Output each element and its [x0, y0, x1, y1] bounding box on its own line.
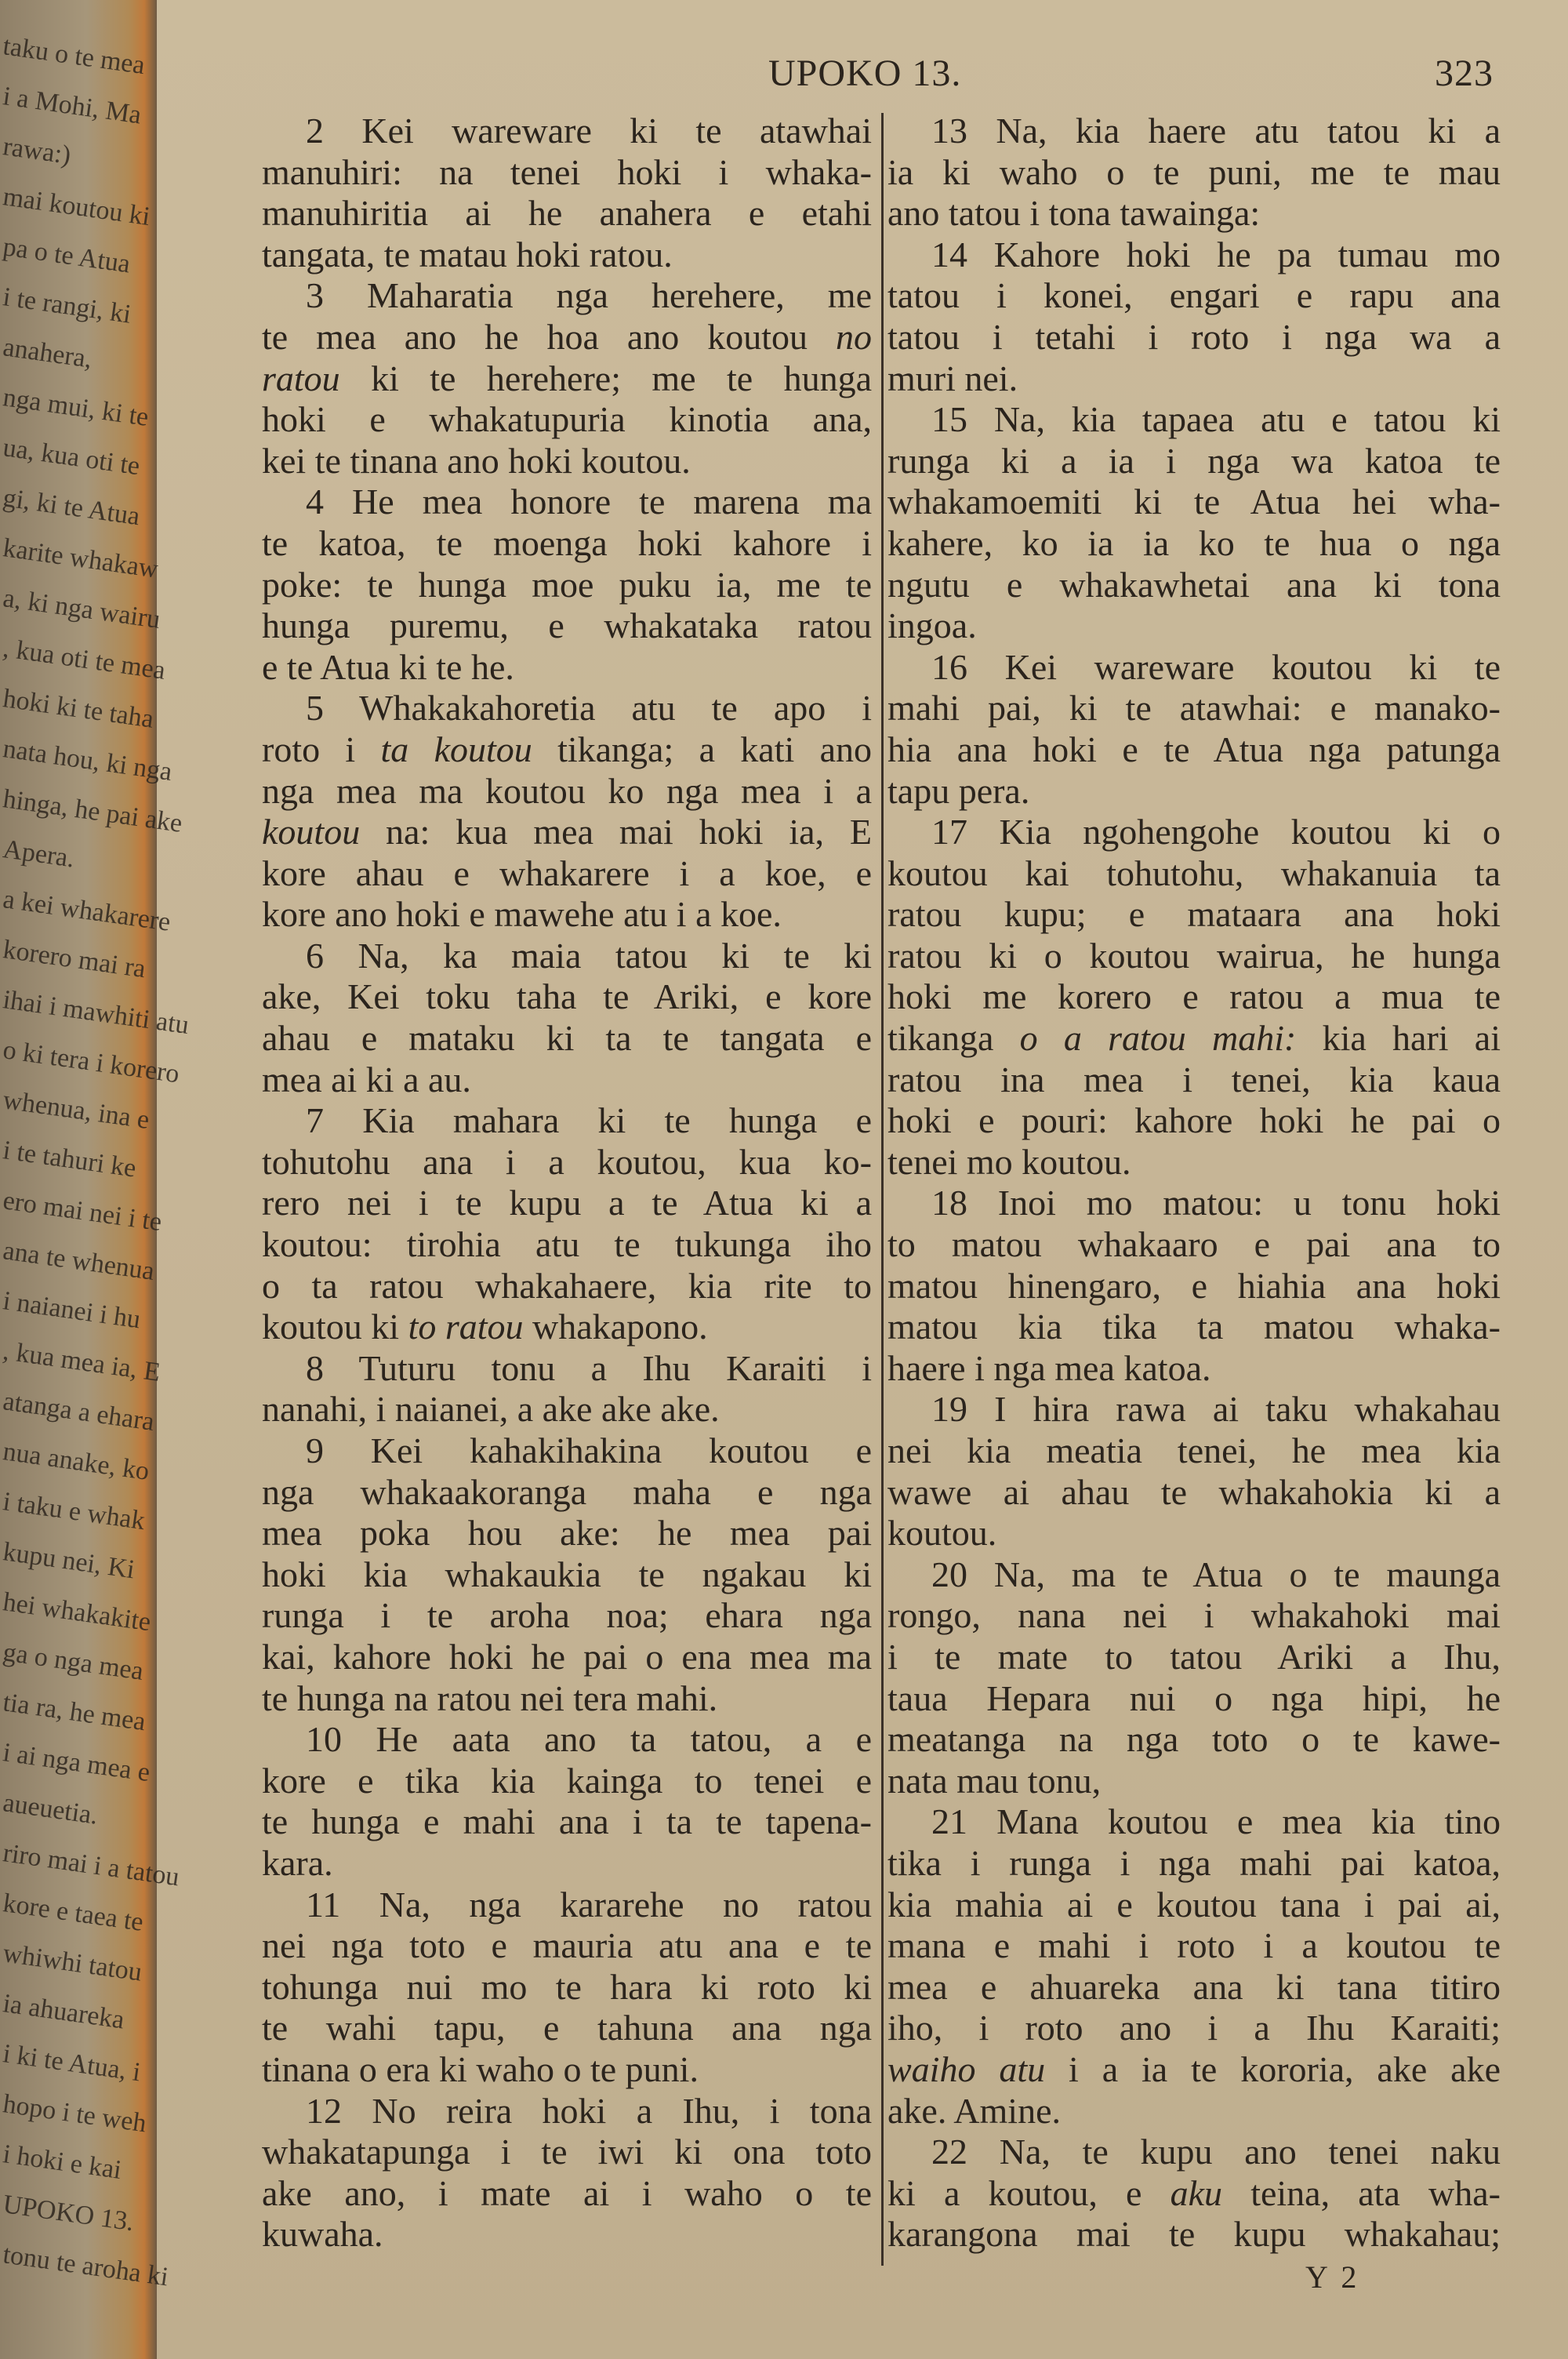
text-line: i te mate to tatou Ariki a Ihu, [887, 1636, 1501, 1677]
text-line: haere i nga mea katoa. [887, 1347, 1211, 1388]
text-line: mahi pai, ki te atawhai: e manako- [887, 688, 1501, 729]
text-line: 20 Na, ma te Atua o te maunga [931, 1554, 1501, 1594]
facing-page-fragment: nua anake, ko [1, 1437, 151, 1486]
text-line: te hunga e mahi ana i ta te tapena- [262, 1801, 872, 1842]
facing-page-fragment: i te rangi, ki [1, 282, 133, 329]
facing-page-fragment: ia ahuareka [1, 1989, 126, 2035]
verse [887, 1554, 1501, 1802]
facing-page-fragment: i naianei i hu [1, 1286, 143, 1335]
facing-page-fragment: anahera, [1, 333, 94, 374]
page-number: 323 [1435, 53, 1494, 94]
facing-page-fragment: ua, kua oti te [1, 433, 142, 482]
text-line: ake ano, i mate ai i waho o te [262, 2172, 872, 2213]
text-line: kore e tika kia kainga to tenei e [262, 1760, 872, 1801]
text-line: ratou kupu; e mataara ana hoki [887, 894, 1501, 935]
column-divider [881, 113, 884, 2266]
verse [262, 936, 872, 1100]
italic-text: waiho atu [887, 2048, 1046, 2089]
text-line: mea poka hou ake: he mea pai [262, 1513, 872, 1554]
text-line: 13 Na, kia haere atu tatou ki a [931, 111, 1501, 151]
text-line: meatanga na nga toto o te kawe- [887, 1719, 1501, 1760]
facing-page-fragment: , kua oti te mea [1, 634, 168, 685]
text-line: 6 Na, ka maia tatou ki te ki [306, 935, 872, 976]
text-line: koutou. [887, 1513, 997, 1554]
facing-page-fragment: rawa:) [1, 132, 73, 170]
facing-page-fragment: ihai i mawhiti atu [1, 985, 191, 1041]
verse [262, 2091, 872, 2255]
text-line: 16 Kei wareware koutou ki te [931, 646, 1501, 687]
text-line: 3 Maharatia nga herehere, me [306, 275, 872, 316]
text-line: kahere, ko ia ia ko te hua o nga [887, 522, 1501, 563]
running-head: UPOKO 13. [768, 53, 962, 94]
text-line: hoki kia whakaukia te ngakau ki [262, 1554, 872, 1594]
facing-page-fragment: karite whakaw [1, 533, 160, 584]
facing-page-fragment: hei whakakite [1, 1587, 153, 1637]
text-line: 22 Na, te kupu ano tenei naku [931, 2132, 1501, 2172]
text-line: ratou ina mea i tenei, kia kaua [887, 1059, 1501, 1100]
facing-page-fragment: pa o te Atua [1, 232, 132, 279]
verse [887, 111, 1501, 234]
verse [262, 111, 872, 275]
text-line: wawe ai ahau te whakahokia ki a [887, 1471, 1501, 1512]
text-line: nga whakaakoranga maha e nga [262, 1471, 872, 1512]
text-line: 14 Kahore hoki he pa tumau mo [931, 234, 1501, 274]
text-line: hoki e whakatupuria kinotia ana, [262, 399, 872, 440]
facing-page-fragment: nga mui, ki te [1, 383, 151, 432]
italic-text: koutou [262, 812, 361, 852]
facing-page-fragment: , kua mea ia, E [1, 1336, 162, 1387]
facing-page-fragment: riro mai i a tatou [1, 1838, 182, 1892]
facing-page-fragment: i ki te Atua, i [1, 2039, 143, 2088]
facing-page-fragment: hinga, he pai ake [1, 784, 184, 838]
text-line: whakamoemiti ki te Atua hei wha- [887, 482, 1501, 522]
italic-text: ratou [262, 358, 340, 398]
facing-page-fragment: i taku e whak [1, 1487, 147, 1536]
facing-page-fragment: i te tahuri ke [1, 1136, 138, 1183]
text-line: 5 Whakakahoretia atu te apo i [306, 688, 872, 729]
facing-page-fragment: UPOKO 13. [1, 2190, 136, 2237]
text-line: ake, Kei toku taha te Ariki, e kore [262, 976, 872, 1017]
signature-mark: Y 2 [1305, 2259, 1360, 2295]
text-line: koutou ki to ratou whakapono. [262, 1307, 708, 1347]
text-line: te hunga na ratou nei tera mahi. [262, 1677, 718, 1718]
facing-page-fragment: a, ki nga wairu [1, 583, 162, 634]
text-line: rongo, nana nei i whakahoki mai [887, 1595, 1501, 1636]
facing-page-fragment: o ki tera i korero [1, 1035, 182, 1089]
text-line: tikanga o a ratou mahi: kia hari ai [887, 1018, 1501, 1059]
text-line: 17 Kia ngohengohe koutou ki o [931, 812, 1501, 852]
text-column-left [262, 111, 872, 2255]
text-line: 2 Kei wareware ki te atawhai [306, 111, 872, 151]
text-line: 7 Kia mahara ki te hunga e [306, 1100, 872, 1141]
text-line: tohunga nui mo te hara ki roto ki [262, 1966, 872, 2007]
text-line: 11 Na, nga kararehe no ratou [306, 1884, 872, 1925]
facing-page-fragment: a kei whakarere [1, 885, 172, 937]
facing-page-fragment: ero mai nei i te [1, 1186, 164, 1238]
facing-page-fragment: hoki ki te taha [1, 684, 156, 734]
facing-page-fragment: tia ra, he mea [1, 1688, 147, 1737]
facing-page-fragment: mai koutou ki [1, 182, 152, 232]
verse [262, 1100, 872, 1348]
facing-page-fragment: whiwhi tatou [1, 1939, 144, 1987]
text-line: kei te tinana ano hoki koutou. [262, 440, 691, 481]
text-line: nanahi, i naianei, a ake ake ake. [262, 1389, 720, 1430]
text-line: koutou: tirohia atu te tukunga iho [262, 1224, 872, 1265]
text-line: tapu pera. [887, 770, 1030, 811]
text-line: kai, kahore hoki he pai o ena mea ma [262, 1636, 872, 1677]
text-line: ki a koutou, e aku teina, ata wha- [887, 2172, 1501, 2213]
text-line: 10 He aata ano ta tatou, a e [306, 1719, 872, 1760]
verse [262, 482, 872, 688]
text-line: te wahi tapu, e tahuna ana nga [262, 2008, 872, 2048]
verse [262, 1348, 872, 1430]
facing-page-fragment: atanga a ehara [1, 1387, 157, 1437]
text-line: 18 Inoi mo matou: u tonu hoki [931, 1183, 1501, 1223]
facing-page-fragment: taku o te mea [1, 31, 147, 81]
text-line: tohutohu ana i a koutou, kua ko- [262, 1141, 872, 1182]
text-line: hoki me korero e ratou a mua te [887, 976, 1501, 1017]
text-line: nga mea ma koutou ko nga mea i a [262, 770, 872, 811]
text-line: koutou na: kua mea mai hoki ia, E [262, 812, 872, 852]
italic-text: ta koutou [380, 729, 532, 769]
text-line: rero nei i te kupu a te Atua ki a [262, 1183, 872, 1223]
text-line: waiho atu i a ia te kororia, ake ake [887, 2048, 1501, 2089]
text-line: poke: te hunga moe puku ia, me te [262, 564, 872, 605]
text-line: e te Atua ki te he. [262, 646, 514, 687]
text-line: 21 Mana koutou e mea kia tino [931, 1801, 1501, 1842]
text-line: mana e mahi i roto i a koutou te [887, 1925, 1501, 1966]
verse [262, 1885, 872, 2091]
verse [262, 275, 872, 482]
text-line: ingoa. [887, 605, 977, 646]
text-line: to matou whakaaro e pai ana to [887, 1224, 1501, 1265]
italic-text: aku [1170, 2172, 1223, 2213]
facing-page-fragment: kore e taea te [1, 1888, 146, 1937]
text-line: kuwaha. [262, 2214, 383, 2255]
verse [887, 1183, 1501, 1389]
facing-page-fragment: i ai nga mea e [1, 1738, 152, 1788]
text-line: mea e ahuareka ana ki tana titiro [887, 1966, 1501, 2007]
text-line: ahau e mataku ki ta te tangata e [262, 1018, 872, 1059]
text-line: 4 He mea honore te marena ma [306, 482, 872, 522]
facing-page-fragment: Apera. [1, 834, 77, 874]
text-line: koutou kai tohutohu, whakanuia ta [887, 852, 1501, 893]
text-line: kia mahia ai e koutou tana i pai ai, [887, 1884, 1501, 1925]
verse [262, 1430, 872, 1719]
facing-page-fragment: i hoki e kai [1, 2139, 124, 2185]
text-line: runga ki a ia i nga wa katoa te [887, 440, 1501, 481]
text-line: tatou i tetahi i roto i nga wa a [887, 316, 1501, 357]
facing-page-fragment: tonu te aroha ki [1, 2240, 171, 2292]
facing-page-fragment: ga o nga mea [1, 1637, 146, 1686]
italic-text: no [836, 316, 872, 357]
facing-page-fragment: aueuetia. [1, 1788, 100, 1830]
facing-page-fragment: nata hou, ki nga [1, 734, 174, 787]
text-line: kore ahau e whakarere i a koe, e [262, 852, 872, 893]
text-line: iho, i roto ano i a Ihu Karaiti; [887, 2008, 1501, 2048]
text-line: taua Hepara nui o nga hipi, he [887, 1677, 1501, 1718]
text-line: tangata, te matau hoki ratou. [262, 234, 673, 274]
text-line: ratou ki o koutou wairua, he hunga [887, 935, 1501, 976]
text-line: kara. [262, 1842, 333, 1883]
text-line: 19 I hira rawa ai taku whakahau [931, 1389, 1501, 1430]
text-line: nata mau tonu, [887, 1760, 1102, 1801]
text-line: ia ki waho o te puni, me te mau [887, 151, 1501, 192]
text-line: runga i te aroha noa; ehara nga [262, 1595, 872, 1636]
text-line: whakatapunga i te iwi ki ona toto [262, 2132, 872, 2172]
text-line: karangona mai te kupu whakahau; [887, 2214, 1501, 2255]
text-line: matou hinengaro, e hiahia ana hoki [887, 1265, 1501, 1306]
text-line: tinana o era ki waho o te puni. [262, 2048, 699, 2089]
text-column-right [887, 111, 1501, 2255]
facing-page-fragment: i a Mohi, Ma [1, 82, 143, 130]
verse [887, 399, 1501, 647]
verse [887, 1801, 1501, 2132]
facing-page-fragment: kupu nei, Ki [1, 1537, 137, 1585]
verse [887, 1389, 1501, 1554]
text-line: ake. Amine. [887, 2090, 1061, 2131]
italic-text: to ratou [408, 1307, 524, 1347]
text-line: te katoa, te moenga hoki kahore i [262, 522, 872, 563]
text-line: matou kia tika ta matou whaka- [887, 1307, 1501, 1347]
text-line: ano tatou i tona tawainga: [887, 193, 1261, 234]
text-line: manuhiritia ai he anahera e etahi [262, 193, 872, 234]
text-line: tenei mo koutou. [887, 1141, 1131, 1182]
verse [887, 812, 1501, 1183]
text-line: tika i runga i nga mahi pai katoa, [887, 1842, 1501, 1883]
text-line: 15 Na, kia tapaea atu e tatou ki [931, 399, 1501, 440]
verse [262, 688, 872, 936]
text-line: o ta ratou whakahaere, kia rite to [262, 1265, 872, 1306]
text-line: 12 No reira hoki a Ihu, i tona [306, 2090, 872, 2131]
text-line: ratou ki te herehere; me te hunga [262, 358, 872, 398]
text-line: manuhiri: na tenei hoki i whaka- [262, 151, 872, 192]
text-line: mea ai ki a au. [262, 1059, 471, 1100]
text-line: tatou i konei, engari e rapu ana [887, 275, 1501, 316]
facing-page-fragment: whenua, ina e [1, 1085, 151, 1135]
text-line: muri nei. [887, 358, 1018, 398]
text-line: nei kia meatia tenei, he mea kia [887, 1430, 1501, 1470]
facing-page-edge [0, 0, 191, 2359]
text-line: nei nga toto e mauria atu ana e te [262, 1925, 872, 1966]
text-line: hia ana hoki e te Atua nga patunga [887, 729, 1501, 769]
text-line: ngutu e whakawhetai ana ki tona [887, 564, 1501, 605]
facing-page-fragment: hopo i te weh [1, 2089, 148, 2139]
italic-text: o a ratou mahi: [1019, 1018, 1297, 1059]
text-line: kore ano hoki e mawehe atu i a koe. [262, 894, 782, 935]
verse [887, 647, 1501, 812]
text-line: 8 Tuturu tonu a Ihu Karaiti i [306, 1347, 872, 1388]
facing-page-fragment: korero mai ra [1, 935, 148, 984]
verse [887, 234, 1501, 399]
facing-page-fragment: ana te whenua [1, 1236, 157, 1286]
text-line: roto i ta koutou tikanga; a kati ano [262, 729, 872, 769]
text-line: 9 Kei kahakihakina koutou e [306, 1430, 872, 1470]
facing-page-fragment: gi, ki te Atua [1, 483, 142, 532]
text-line: hunga puremu, e whakataka ratou [262, 605, 872, 646]
verse [887, 2132, 1501, 2255]
text-line: te mea ano he hoa ano koutou no [262, 316, 872, 357]
text-line: hoki e pouri: kahore hoki he pai o [887, 1100, 1501, 1141]
verse [262, 1719, 872, 1884]
